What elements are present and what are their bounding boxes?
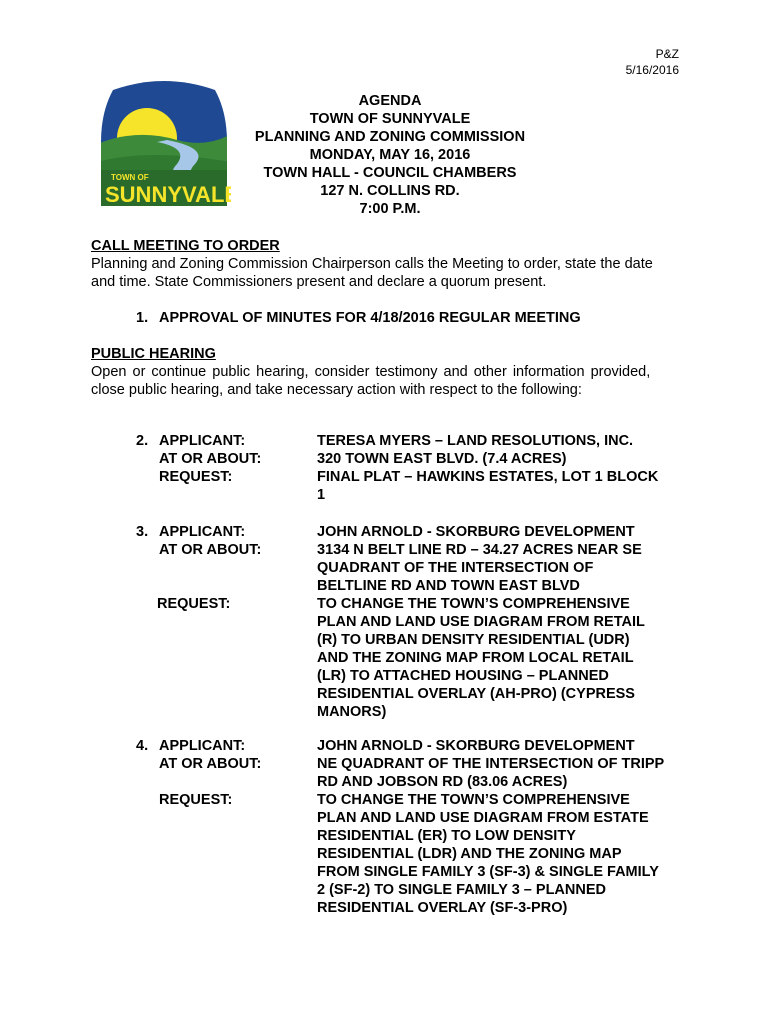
item-3-request-label: REQUEST: xyxy=(157,596,231,612)
board-code: P&Z xyxy=(655,47,679,61)
call-to-order-heading: CALL MEETING TO ORDER xyxy=(91,238,280,254)
item-3-request-line: MANORS) xyxy=(317,704,387,720)
item-4-request-label: REQUEST: xyxy=(159,792,233,808)
public-hearing-line-2: close public hearing, and take necessary action with respect to the following: xyxy=(91,382,582,398)
agenda-heading: AGENDA xyxy=(358,93,422,109)
item-4-request-line: 2 (SF-2) TO SINGLE FAMILY 3 – PLANNED xyxy=(317,882,606,898)
call-to-order-section xyxy=(91,237,681,291)
item-4-request-line: TO CHANGE THE TOWN’S COMPREHENSIVE xyxy=(317,792,630,808)
item-4-request-line: PLAN AND LAND USE DIAGRAM FROM ESTATE xyxy=(317,810,649,826)
item-2-request-line: 1 xyxy=(317,487,326,503)
public-hearing-heading: PUBLIC HEARING xyxy=(91,346,216,362)
agenda-item-4 xyxy=(0,737,770,927)
item-3-location-line: BELTLINE RD AND TOWN EAST BLVD xyxy=(317,578,580,594)
item-4-location-line: NE QUADRANT OF THE INTERSECTION OF TRIPP xyxy=(317,756,665,772)
call-to-order-line-1: Planning and Zoning Commission Chairperson calls the Meeting to order, state the date xyxy=(91,256,653,272)
item-1-text: APPROVAL OF MINUTES FOR 4/18/2016 REGULAR MEETING xyxy=(159,310,581,326)
item-1-number: 1. xyxy=(136,310,149,326)
item-4-applicant xyxy=(317,737,687,755)
item-3-request-line: PLAN AND LAND USE DIAGRAM FROM RETAIL xyxy=(317,614,645,630)
item-3-number: 3. xyxy=(136,524,149,540)
public-hearing-section xyxy=(91,345,681,399)
item-3-applicant xyxy=(317,523,687,541)
item-4-request-line: FROM SINGLE FAMILY 3 (SF-3) & SINGLE FAMILY xyxy=(317,864,659,880)
item-3-request-line: AND THE ZONING MAP FROM LOCAL RETAIL xyxy=(317,650,634,666)
item-3-applicant-line: JOHN ARNOLD - SKORBURG DEVELOPMENT xyxy=(317,524,635,540)
meeting-time: 7:00 P.M. xyxy=(359,201,421,217)
commission-name: PLANNING AND ZONING COMMISSION xyxy=(254,129,526,145)
document-reference xyxy=(626,46,679,78)
document-date: 5/16/2016 xyxy=(625,63,679,77)
sunnyvale-logo xyxy=(97,78,231,208)
item-4-request-line: RESIDENTIAL OVERLAY (SF-3-PRO) xyxy=(317,900,568,916)
item-4-applicant-line: JOHN ARNOLD - SKORBURG DEVELOPMENT xyxy=(317,738,635,754)
item-3-request xyxy=(317,595,687,721)
item-4-applicant-label: APPLICANT: xyxy=(159,738,246,754)
public-hearing-line-1: Open or continue public hearing, consider testimony and other information provided, xyxy=(91,364,651,380)
agenda-item-2 xyxy=(0,432,770,512)
agenda-item-3 xyxy=(0,523,770,723)
meeting-date: MONDAY, MAY 16, 2016 xyxy=(309,147,471,163)
item-4-location xyxy=(317,755,687,791)
item-3-location-line: QUADRANT OF THE INTERSECTION OF xyxy=(317,560,594,576)
agenda-title-block xyxy=(230,92,550,218)
item-2-location xyxy=(317,450,687,468)
meeting-venue: TOWN HALL - COUNCIL CHAMBERS xyxy=(263,165,517,181)
item-3-location xyxy=(317,541,687,595)
item-2-request-label: REQUEST: xyxy=(159,469,233,485)
item-4-request-line: RESIDENTIAL (LDR) AND THE ZONING MAP xyxy=(317,846,622,862)
item-3-applicant-label: APPLICANT: xyxy=(159,524,246,540)
logo-top-text: TOWN OF xyxy=(111,173,149,182)
item-4-number: 4. xyxy=(136,738,149,754)
item-2-number: 2. xyxy=(136,433,149,449)
item-2-location-line: 320 TOWN EAST BLVD. (7.4 ACRES) xyxy=(317,451,567,467)
item-4-request-line: RESIDENTIAL (ER) TO LOW DENSITY xyxy=(317,828,576,844)
meeting-address: 127 N. COLLINS RD. xyxy=(320,183,460,199)
item-2-applicant-label: APPLICANT: xyxy=(159,433,246,449)
item-3-request-line: RESIDENTIAL OVERLAY (AH-PRO) (CYPRESS xyxy=(317,686,635,702)
item-3-request-line: (R) TO URBAN DENSITY RESIDENTIAL (UDR) xyxy=(317,632,630,648)
item-3-location-label: AT OR ABOUT: xyxy=(159,542,262,558)
item-4-location-line: RD AND JOBSON RD (83.06 ACRES) xyxy=(317,774,568,790)
item-2-applicant xyxy=(317,432,687,450)
item-3-location-line: 3134 N BELT LINE RD – 34.27 ACRES NEAR SE xyxy=(317,542,642,558)
item-3-request-line: (LR) TO ATTACHED HOUSING – PLANNED xyxy=(317,668,609,684)
item-3-request-line: TO CHANGE THE TOWN’S COMPREHENSIVE xyxy=(317,596,630,612)
item-4-request xyxy=(317,791,687,917)
item-2-request-line: FINAL PLAT – HAWKINS ESTATES, LOT 1 BLOCK xyxy=(317,469,659,485)
logo-bottom-text: SUNNYVALE xyxy=(105,182,231,207)
item-2-location-label: AT OR ABOUT: xyxy=(159,451,262,467)
call-to-order-line-2: and time. State Commissioners present and declare a quorum present. xyxy=(91,274,547,290)
item-2-applicant-line: TERESA MYERS – LAND RESOLUTIONS, INC. xyxy=(317,433,634,449)
item-2-request xyxy=(317,468,687,504)
town-name: TOWN OF SUNNYVALE xyxy=(309,111,471,127)
item-4-location-label: AT OR ABOUT: xyxy=(159,756,262,772)
